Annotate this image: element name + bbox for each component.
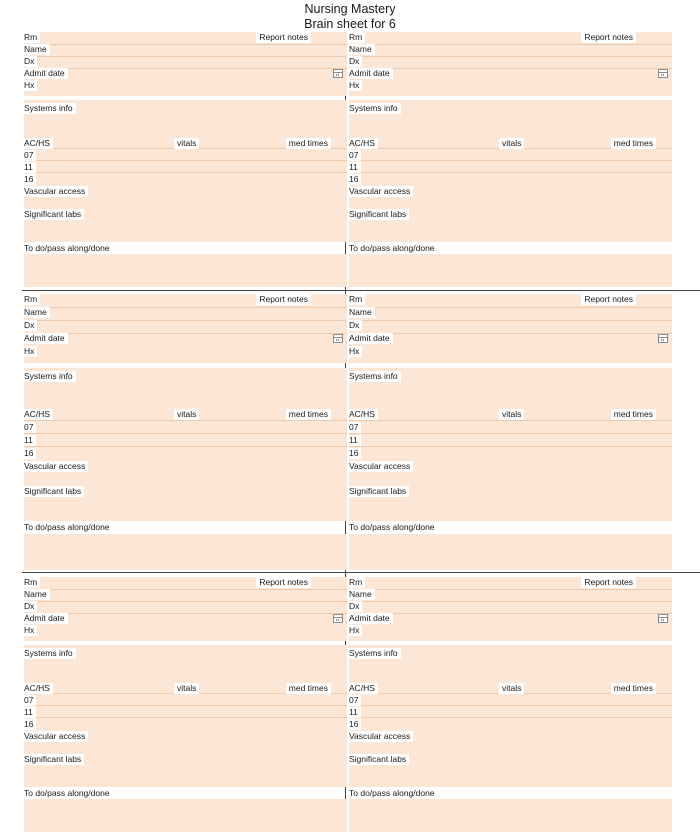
calendar-icon[interactable] [333, 334, 343, 343]
time-11-label: 11 [24, 707, 36, 718]
time-07-label: 07 [349, 695, 361, 706]
time-16-label: 16 [24, 719, 36, 730]
systems-info-label: Systems info [349, 648, 401, 659]
rm-label: Rm [349, 577, 365, 588]
todo-field[interactable] [349, 534, 672, 570]
field-line [349, 44, 672, 45]
calendar-icon[interactable] [333, 69, 343, 78]
significant-labs-label: Significant labs [24, 209, 84, 220]
field-line [24, 433, 347, 434]
patient-card [24, 32, 347, 287]
hx-field[interactable] [24, 348, 347, 363]
field-line [24, 705, 347, 706]
dx-label: Dx [24, 320, 37, 331]
time-16-label: 16 [349, 448, 361, 459]
dx-label: Dx [349, 320, 362, 331]
significant-labs-label: Significant labs [349, 754, 409, 765]
significant-labs-field[interactable] [349, 745, 672, 787]
time-11-label: 11 [24, 435, 36, 446]
vascular-access-label: Vascular access [24, 186, 88, 197]
patient-card [349, 32, 672, 287]
field-line [349, 307, 672, 308]
time-07-label: 07 [24, 150, 36, 161]
ac-hs-label: AC/HS [349, 409, 378, 420]
ac-hs-label: AC/HS [349, 683, 378, 694]
patient-card [349, 577, 672, 832]
todo-label: To do/pass along/done [349, 788, 438, 799]
med-times-label: med times [286, 409, 331, 420]
significant-labs-label: Significant labs [349, 486, 409, 497]
significant-labs-field[interactable] [24, 200, 347, 242]
page-subtitle: Brain sheet for 6 [304, 17, 396, 31]
row-divider [22, 290, 700, 291]
med-times-label: med times [286, 138, 331, 149]
rm-label: Rm [349, 294, 365, 305]
patient-card [24, 577, 347, 832]
field-line [349, 613, 672, 614]
time-11-label: 11 [24, 162, 36, 173]
field-line [24, 44, 347, 45]
report-notes-label: Report notes [256, 32, 311, 43]
rm-label: Rm [24, 577, 40, 588]
ac-hs-label: AC/HS [24, 409, 53, 420]
hx-label: Hx [349, 625, 362, 636]
todo-field[interactable] [24, 799, 347, 832]
time-11-label: 11 [349, 162, 361, 173]
systems-info-label: Systems info [24, 648, 76, 659]
todo-field[interactable] [349, 799, 672, 832]
field-line [349, 68, 672, 69]
time-07-label: 07 [24, 422, 36, 433]
time-16-label: 16 [24, 448, 36, 459]
dx-label: Dx [24, 56, 37, 67]
admit-date-label: Admit date [24, 68, 68, 79]
vitals-label: vitals [174, 683, 199, 694]
field-line [349, 160, 672, 161]
field-line [349, 589, 672, 590]
med-times-label: med times [611, 683, 656, 694]
significant-labs-label: Significant labs [24, 486, 84, 497]
significant-labs-field[interactable] [349, 476, 672, 521]
name-label: Name [349, 44, 375, 55]
todo-label: To do/pass along/done [24, 243, 113, 254]
time-16-label: 16 [349, 719, 361, 730]
todo-label: To do/pass along/done [24, 522, 113, 533]
time-16-label: 16 [349, 174, 361, 185]
field-line [349, 333, 672, 334]
field-line [24, 160, 347, 161]
calendar-icon[interactable] [658, 69, 668, 78]
field-line [24, 601, 347, 602]
field-line [349, 705, 672, 706]
vitals-label: vitals [174, 409, 199, 420]
field-line [24, 446, 347, 447]
hx-field[interactable] [349, 627, 672, 641]
hx-field[interactable] [24, 627, 347, 641]
todo-label: To do/pass along/done [349, 522, 438, 533]
field-line [24, 420, 347, 421]
name-label: Name [24, 44, 50, 55]
hx-field[interactable] [24, 82, 347, 96]
med-times-label: med times [611, 409, 656, 420]
med-times-label: med times [286, 683, 331, 694]
todo-label: To do/pass along/done [24, 788, 113, 799]
field-line [349, 717, 672, 718]
name-label: Name [349, 589, 375, 600]
ac-hs-label: AC/HS [24, 683, 53, 694]
admit-date-label: Admit date [349, 68, 393, 79]
vascular-access-label: Vascular access [24, 731, 88, 742]
time-07-label: 07 [349, 150, 361, 161]
ac-hs-label: AC/HS [349, 138, 378, 149]
admit-date-label: Admit date [24, 613, 68, 624]
field-line [24, 333, 347, 334]
todo-field[interactable] [24, 254, 347, 287]
admit-date-label: Admit date [24, 333, 68, 344]
field-line [24, 589, 347, 590]
calendar-icon[interactable] [333, 614, 343, 623]
vascular-access-label: Vascular access [349, 731, 413, 742]
admit-date-label: Admit date [349, 613, 393, 624]
field-line [24, 613, 347, 614]
vitals-label: vitals [174, 138, 199, 149]
field-line [349, 172, 672, 173]
field-line [349, 320, 672, 321]
field-line [349, 446, 672, 447]
significant-labs-label: Significant labs [349, 209, 409, 220]
significant-labs-field[interactable] [349, 200, 672, 242]
hx-label: Hx [349, 80, 362, 91]
report-notes-label: Report notes [581, 32, 636, 43]
report-notes-label: Report notes [256, 577, 311, 588]
systems-info-label: Systems info [349, 103, 401, 114]
vitals-label: vitals [499, 683, 524, 694]
hx-label: Hx [349, 346, 362, 357]
calendar-icon[interactable] [658, 334, 668, 343]
systems-info-label: Systems info [24, 103, 76, 114]
vitals-label: vitals [499, 409, 524, 420]
significant-labs-label: Significant labs [24, 754, 84, 765]
rm-label: Rm [349, 32, 365, 43]
patient-card [349, 294, 672, 570]
time-11-label: 11 [349, 435, 361, 446]
systems-info-label: Systems info [24, 371, 76, 382]
name-label: Name [24, 307, 50, 318]
row-divider [22, 572, 700, 573]
field-line [24, 56, 347, 57]
dx-label: Dx [349, 56, 362, 67]
hx-field[interactable] [349, 348, 672, 363]
name-label: Name [24, 589, 50, 600]
dx-label: Dx [24, 601, 37, 612]
field-line [24, 717, 347, 718]
field-line [349, 56, 672, 57]
rm-label: Rm [24, 294, 40, 305]
significant-labs-field[interactable] [24, 476, 347, 521]
field-line [24, 172, 347, 173]
dx-label: Dx [349, 601, 362, 612]
field-line [349, 601, 672, 602]
vascular-access-label: Vascular access [349, 461, 413, 472]
report-notes-label: Report notes [256, 294, 311, 305]
hx-label: Hx [24, 80, 37, 91]
vascular-access-label: Vascular access [24, 461, 88, 472]
field-line [24, 68, 347, 69]
med-times-label: med times [611, 138, 656, 149]
vascular-access-label: Vascular access [349, 186, 413, 197]
todo-field[interactable] [349, 254, 672, 287]
time-16-label: 16 [24, 174, 36, 185]
todo-label: To do/pass along/done [349, 243, 438, 254]
significant-labs-field[interactable] [24, 745, 347, 787]
hx-label: Hx [24, 346, 37, 357]
time-11-label: 11 [349, 707, 361, 718]
hx-label: Hx [24, 625, 37, 636]
field-line [24, 320, 347, 321]
rm-label: Rm [24, 32, 40, 43]
field-line [349, 420, 672, 421]
time-07-label: 07 [349, 422, 361, 433]
patient-card [24, 294, 347, 570]
hx-field[interactable] [349, 82, 672, 96]
name-label: Name [349, 307, 375, 318]
ac-hs-label: AC/HS [24, 138, 53, 149]
report-notes-label: Report notes [581, 577, 636, 588]
field-line [349, 433, 672, 434]
todo-field[interactable] [24, 534, 347, 570]
page-title: Nursing Mastery [304, 2, 396, 16]
admit-date-label: Admit date [349, 333, 393, 344]
time-07-label: 07 [24, 695, 36, 706]
vitals-label: vitals [499, 138, 524, 149]
calendar-icon[interactable] [658, 614, 668, 623]
brain-sheet [0, 32, 700, 832]
systems-info-label: Systems info [349, 371, 401, 382]
field-line [24, 307, 347, 308]
report-notes-label: Report notes [581, 294, 636, 305]
